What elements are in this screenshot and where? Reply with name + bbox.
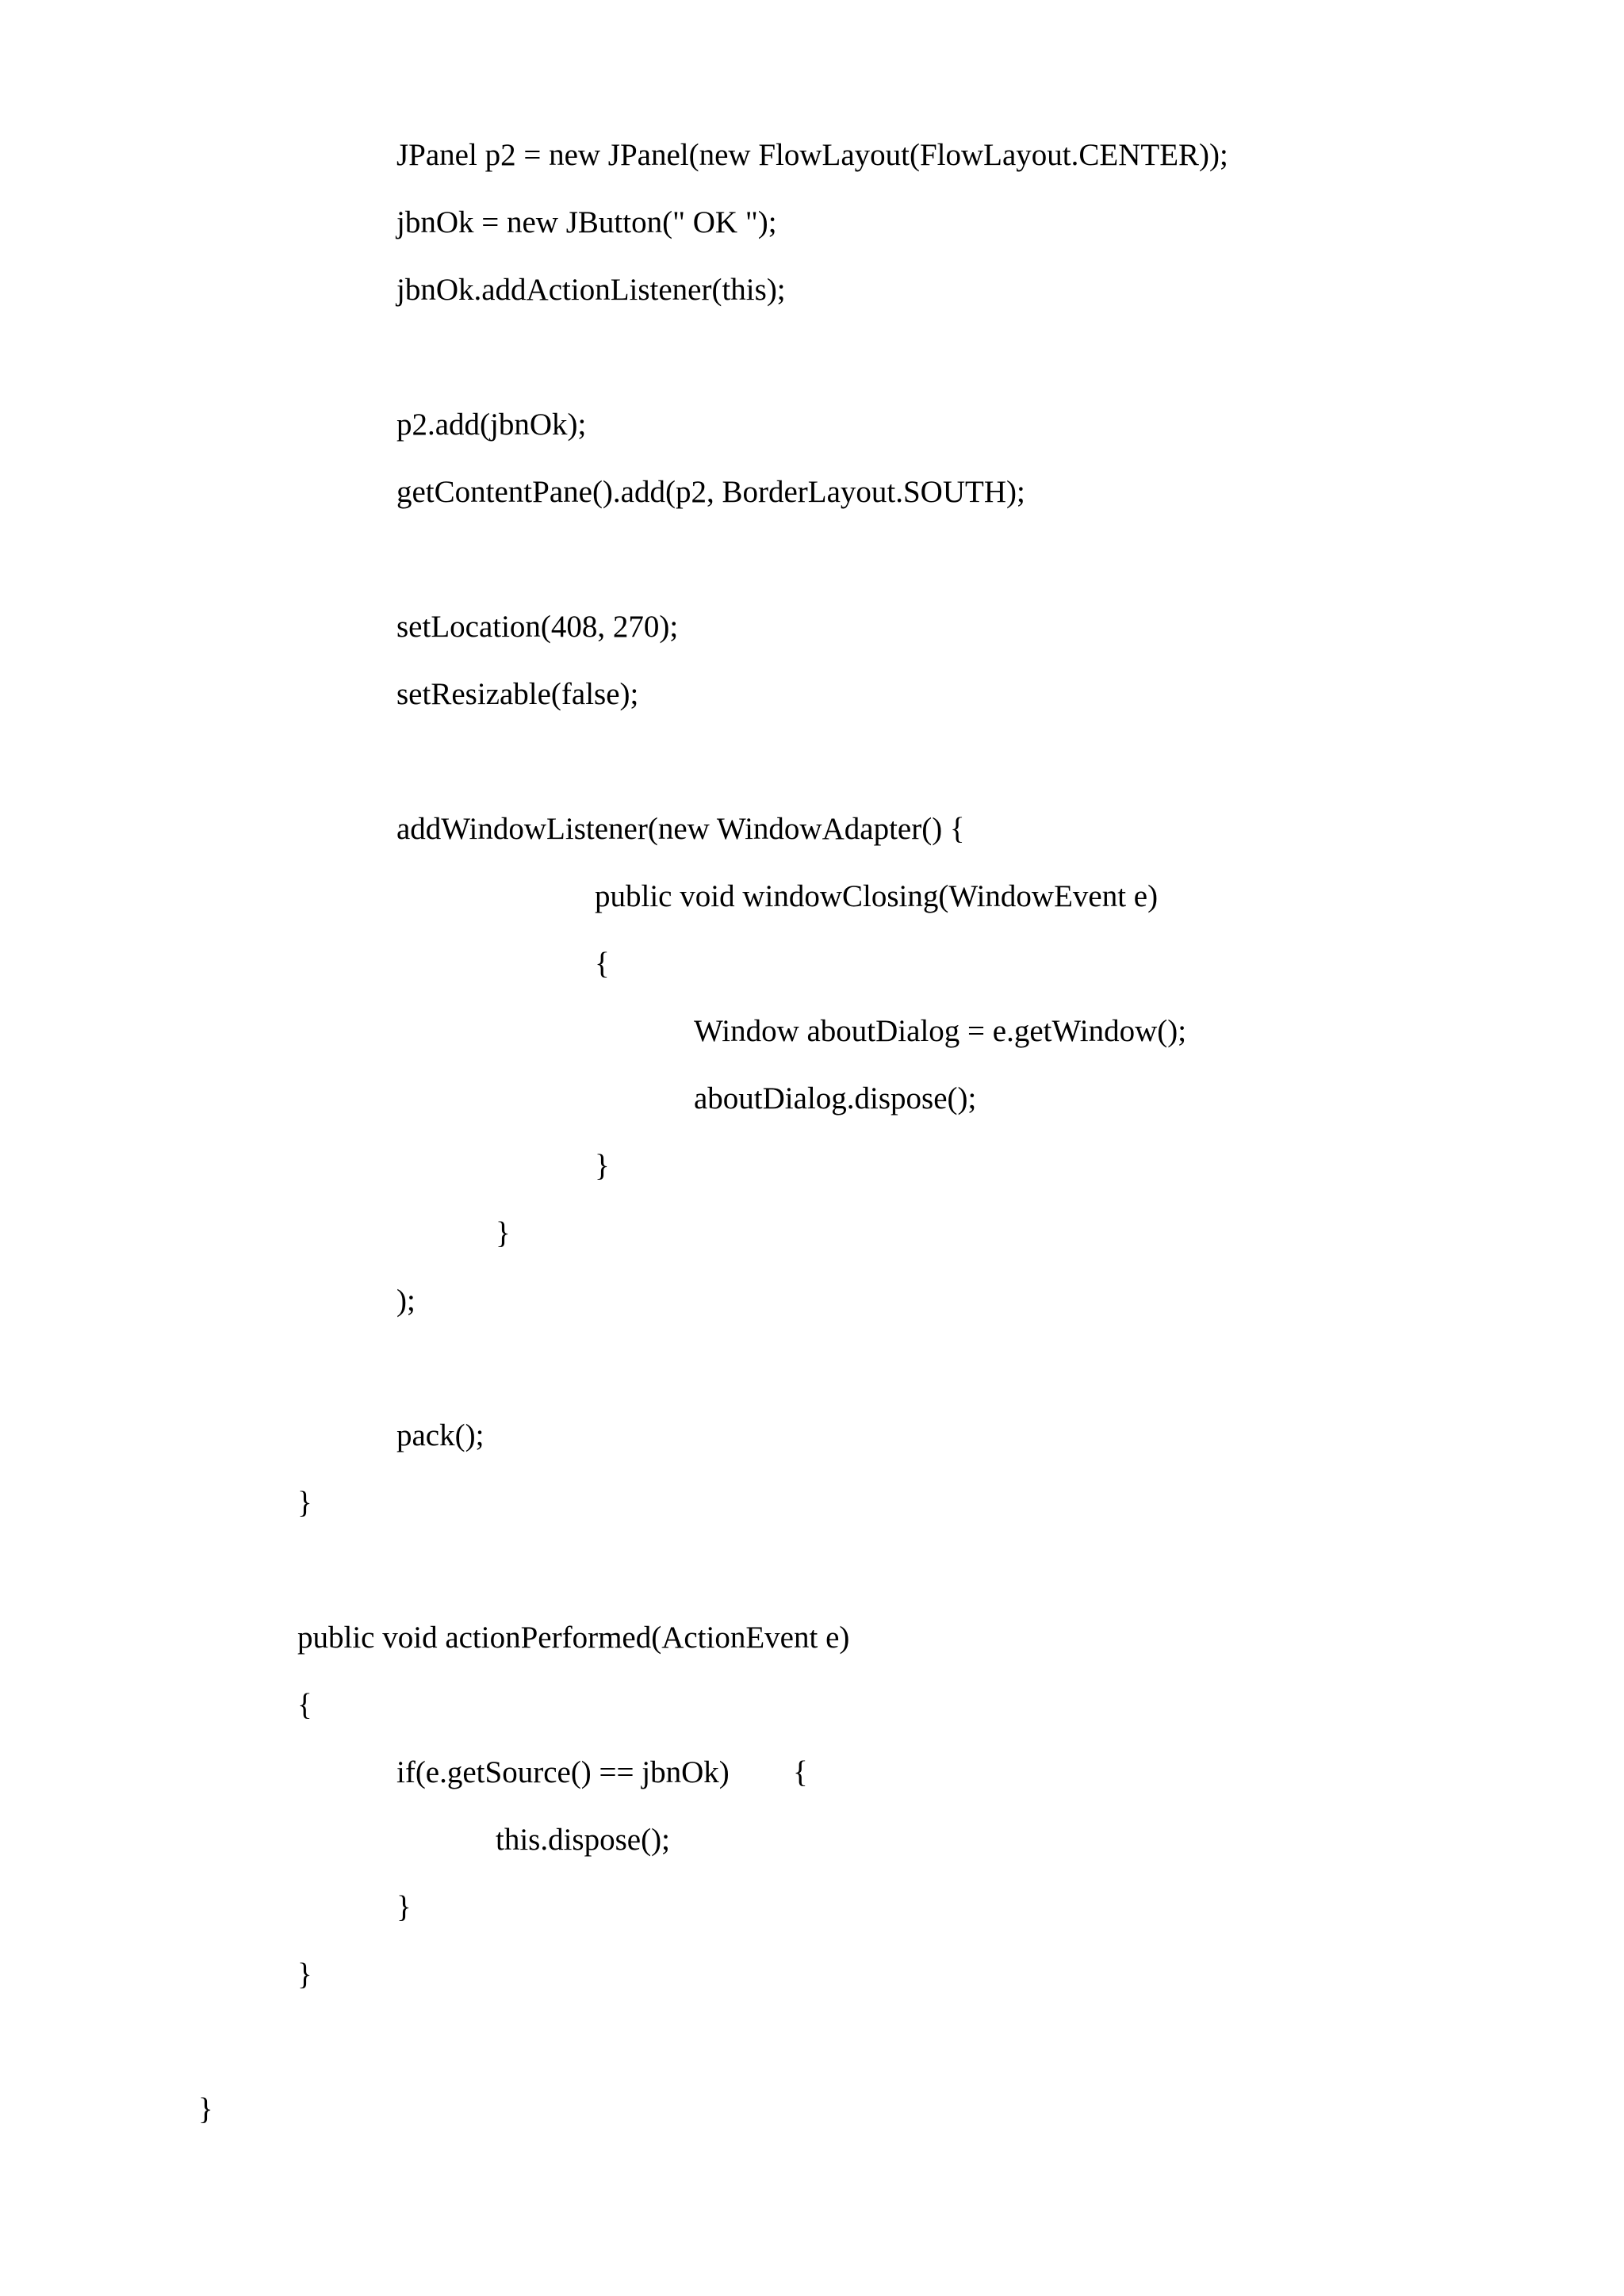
code-line: } [496, 1216, 511, 1250]
code-line: public void windowClosing(WindowEvent e) [595, 879, 1159, 913]
code-line: Window aboutDialog = e.getWindow(); [694, 1014, 1187, 1048]
code-line: { [297, 1688, 312, 1722]
code-line: } [595, 1149, 610, 1183]
code-line: if(e.getSource() == jbnOk) [396, 1755, 730, 1789]
code-line: pack(); [396, 1418, 485, 1452]
code-line: p2.add(jbnOk); [396, 408, 587, 442]
code-line: getContentPane().add(p2, BorderLayout.SOUTH); [396, 475, 1025, 509]
code-line: jbnOk.addActionListener(this); [396, 273, 786, 307]
code-line: { [793, 1755, 808, 1789]
code-line: setResizable(false); [396, 677, 639, 711]
code-line: ); [396, 1284, 416, 1318]
code-line: } [297, 1486, 312, 1520]
code-line: addWindowListener(new WindowAdapter() { [396, 812, 965, 846]
code-line: public void actionPerformed(ActionEvent e) [297, 1621, 850, 1655]
code-line: aboutDialog.dispose(); [694, 1081, 977, 1115]
code-line: } [198, 2092, 213, 2126]
code-line: JPanel p2 = new JPanel(new FlowLayout(FlowLayout.CENTER)); [396, 138, 1228, 172]
code-line: { [595, 947, 610, 981]
code-line: setLocation(408, 270); [396, 610, 679, 644]
code-line: } [297, 1957, 312, 1992]
code-line: } [396, 1890, 412, 1924]
code-line: jbnOk = new JButton(" OK "); [396, 205, 777, 239]
code-line: this.dispose(); [496, 1823, 670, 1857]
